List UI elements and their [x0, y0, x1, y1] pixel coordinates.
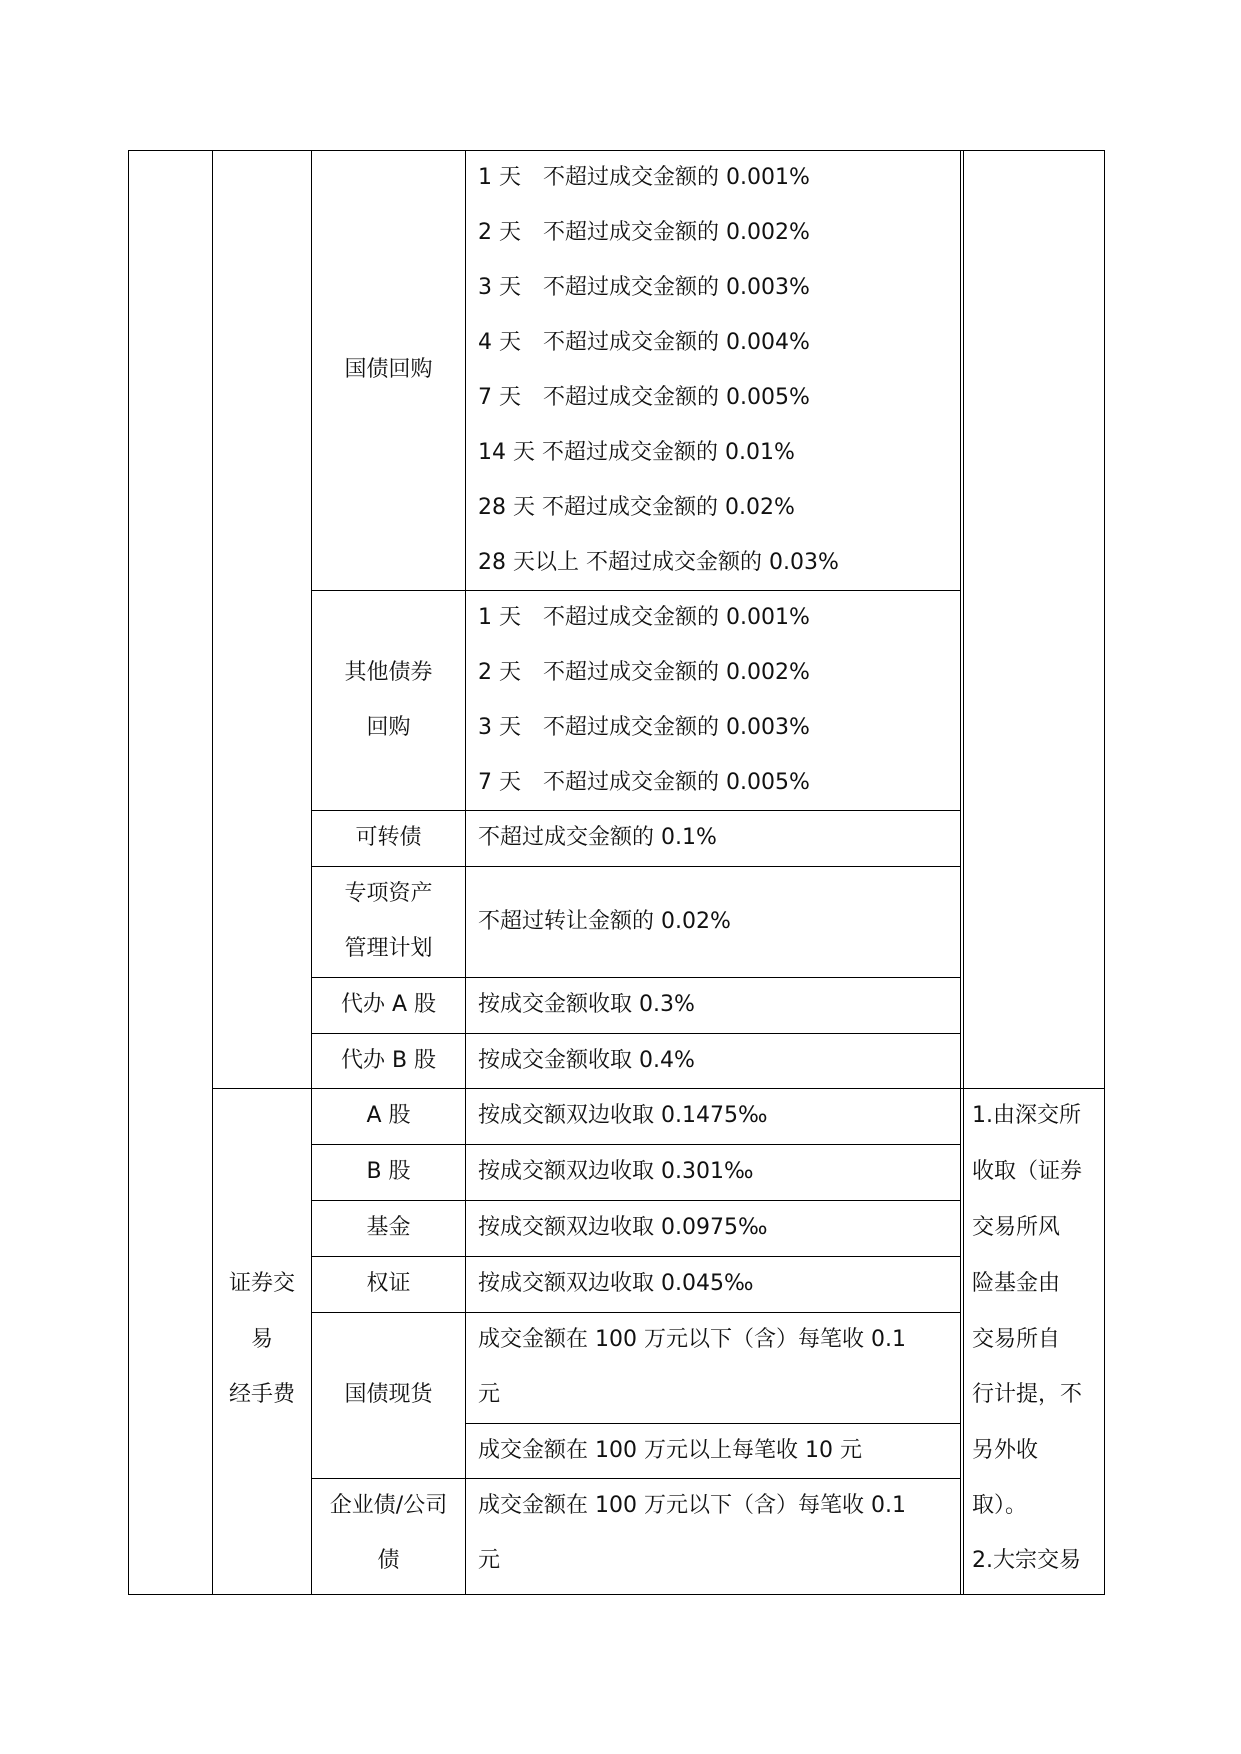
rate-row: 7 天 不超过成交金额的 0.005% [478, 385, 810, 410]
column-divider-4 [960, 150, 961, 1595]
label-b-gu: B 股 [366, 1159, 411, 1184]
row-line [465, 1423, 961, 1424]
table-border-bottom [128, 1594, 1105, 1595]
rate-row: 3 天 不超过成交金额的 0.003% [478, 275, 810, 300]
label-qita-huigou-line1: 其他债券 [344, 660, 433, 685]
group-jingshoufei-line3: 经手费 [228, 1382, 295, 1407]
row-line [311, 1478, 961, 1479]
note-line: 交易所风 [972, 1215, 1061, 1240]
column-divider-3 [465, 150, 466, 1595]
row-line [311, 590, 961, 591]
table-border-left [128, 150, 129, 1595]
rate-row: 2 天 不超过成交金额的 0.002% [478, 220, 810, 245]
label-daiban-b: 代办 B 股 [340, 1048, 437, 1073]
label-a-gu: A 股 [366, 1103, 411, 1128]
row-line [311, 1256, 961, 1257]
row-line [311, 866, 961, 867]
section-divider [212, 1088, 1105, 1089]
group-jingshoufei-line1: 证券交 [228, 1271, 295, 1296]
row-line [311, 1144, 961, 1145]
note-line: 收取（证券 [972, 1159, 1083, 1184]
value-jijin: 按成交额双边收取 0.0975‰ [478, 1215, 768, 1240]
note-line: 行计提，不 [972, 1382, 1083, 1407]
value-daiban-b: 按成交金额收取 0.4% [478, 1048, 695, 1073]
row-line [311, 977, 961, 978]
table-border-top [128, 150, 1105, 151]
value-qiyezhai-a: 成交金额在 100 万元以下（含）每笔收 0.1 [478, 1493, 906, 1518]
rate-row: 14 天 不超过成交金额的 0.01% [478, 440, 795, 465]
group-jingshoufei-line2: 易 [250, 1327, 273, 1352]
label-guozhai-xianhuo: 国债现货 [344, 1382, 433, 1407]
rate-row: 28 天 不超过成交金额的 0.02% [478, 495, 795, 520]
note-line: 另外收 [972, 1438, 1039, 1463]
rate-row: 4 天 不超过成交金额的 0.004% [478, 330, 810, 355]
column-divider-5 [963, 150, 964, 1595]
note-line: 交易所自 [972, 1327, 1061, 1352]
value-a-gu: 按成交额双边收取 0.1475‰ [478, 1103, 768, 1128]
row-line [311, 1200, 961, 1201]
value-kezhuanzhai: 不超过成交金额的 0.1% [478, 825, 717, 850]
label-guozhai-huigou: 国债回购 [344, 357, 433, 382]
label-qita-huigou-line2: 回购 [366, 715, 411, 740]
rate-row: 2 天 不超过成交金额的 0.002% [478, 660, 810, 685]
value-guozhai-xianhuo-1b: 元 [478, 1382, 501, 1407]
label-jijin: 基金 [366, 1215, 411, 1240]
value-guozhai-xianhuo-1a: 成交金额在 100 万元以下（含）每笔收 0.1 [478, 1327, 906, 1352]
label-zhuanxiang-line1: 专项资产 [344, 881, 433, 906]
row-line [311, 1033, 961, 1034]
label-zhuanxiang-line2: 管理计划 [344, 936, 433, 961]
rate-row: 1 天 不超过成交金额的 0.001% [478, 605, 810, 630]
value-zhuanxiang: 不超过转让金额的 0.02% [478, 909, 731, 934]
note-line: 取）。 [972, 1493, 1028, 1518]
label-daiban-a: 代办 A 股 [340, 992, 437, 1017]
rate-row: 1 天 不超过成交金额的 0.001% [478, 165, 810, 190]
note-line: 2.大宗交易 [972, 1548, 1081, 1573]
value-daiban-a: 按成交金额收取 0.3% [478, 992, 695, 1017]
value-guozhai-xianhuo-2: 成交金额在 100 万元以上每笔收 10 元 [478, 1438, 862, 1463]
rate-row: 3 天 不超过成交金额的 0.003% [478, 715, 810, 740]
label-kezhuanzhai: 可转债 [355, 825, 422, 850]
label-qiyezhai-line1: 企业债/公司 [329, 1493, 448, 1518]
note-line: 险基金由 [972, 1271, 1061, 1296]
column-divider-1 [212, 150, 213, 1595]
value-qiyezhai-b: 元 [478, 1548, 501, 1573]
row-line [311, 1312, 961, 1313]
label-qiyezhai-line2: 债 [377, 1548, 400, 1573]
rate-row: 28 天以上 不超过成交金额的 0.03% [478, 550, 839, 575]
rate-row: 7 天 不超过成交金额的 0.005% [478, 770, 810, 795]
value-b-gu: 按成交额双边收取 0.301‰ [478, 1159, 754, 1184]
label-quanzheng: 权证 [366, 1271, 411, 1296]
row-line [311, 810, 961, 811]
table-border-right [1104, 150, 1105, 1595]
note-line: 1.由深交所 [972, 1103, 1081, 1128]
value-quanzheng: 按成交额双边收取 0.045‰ [478, 1271, 754, 1296]
